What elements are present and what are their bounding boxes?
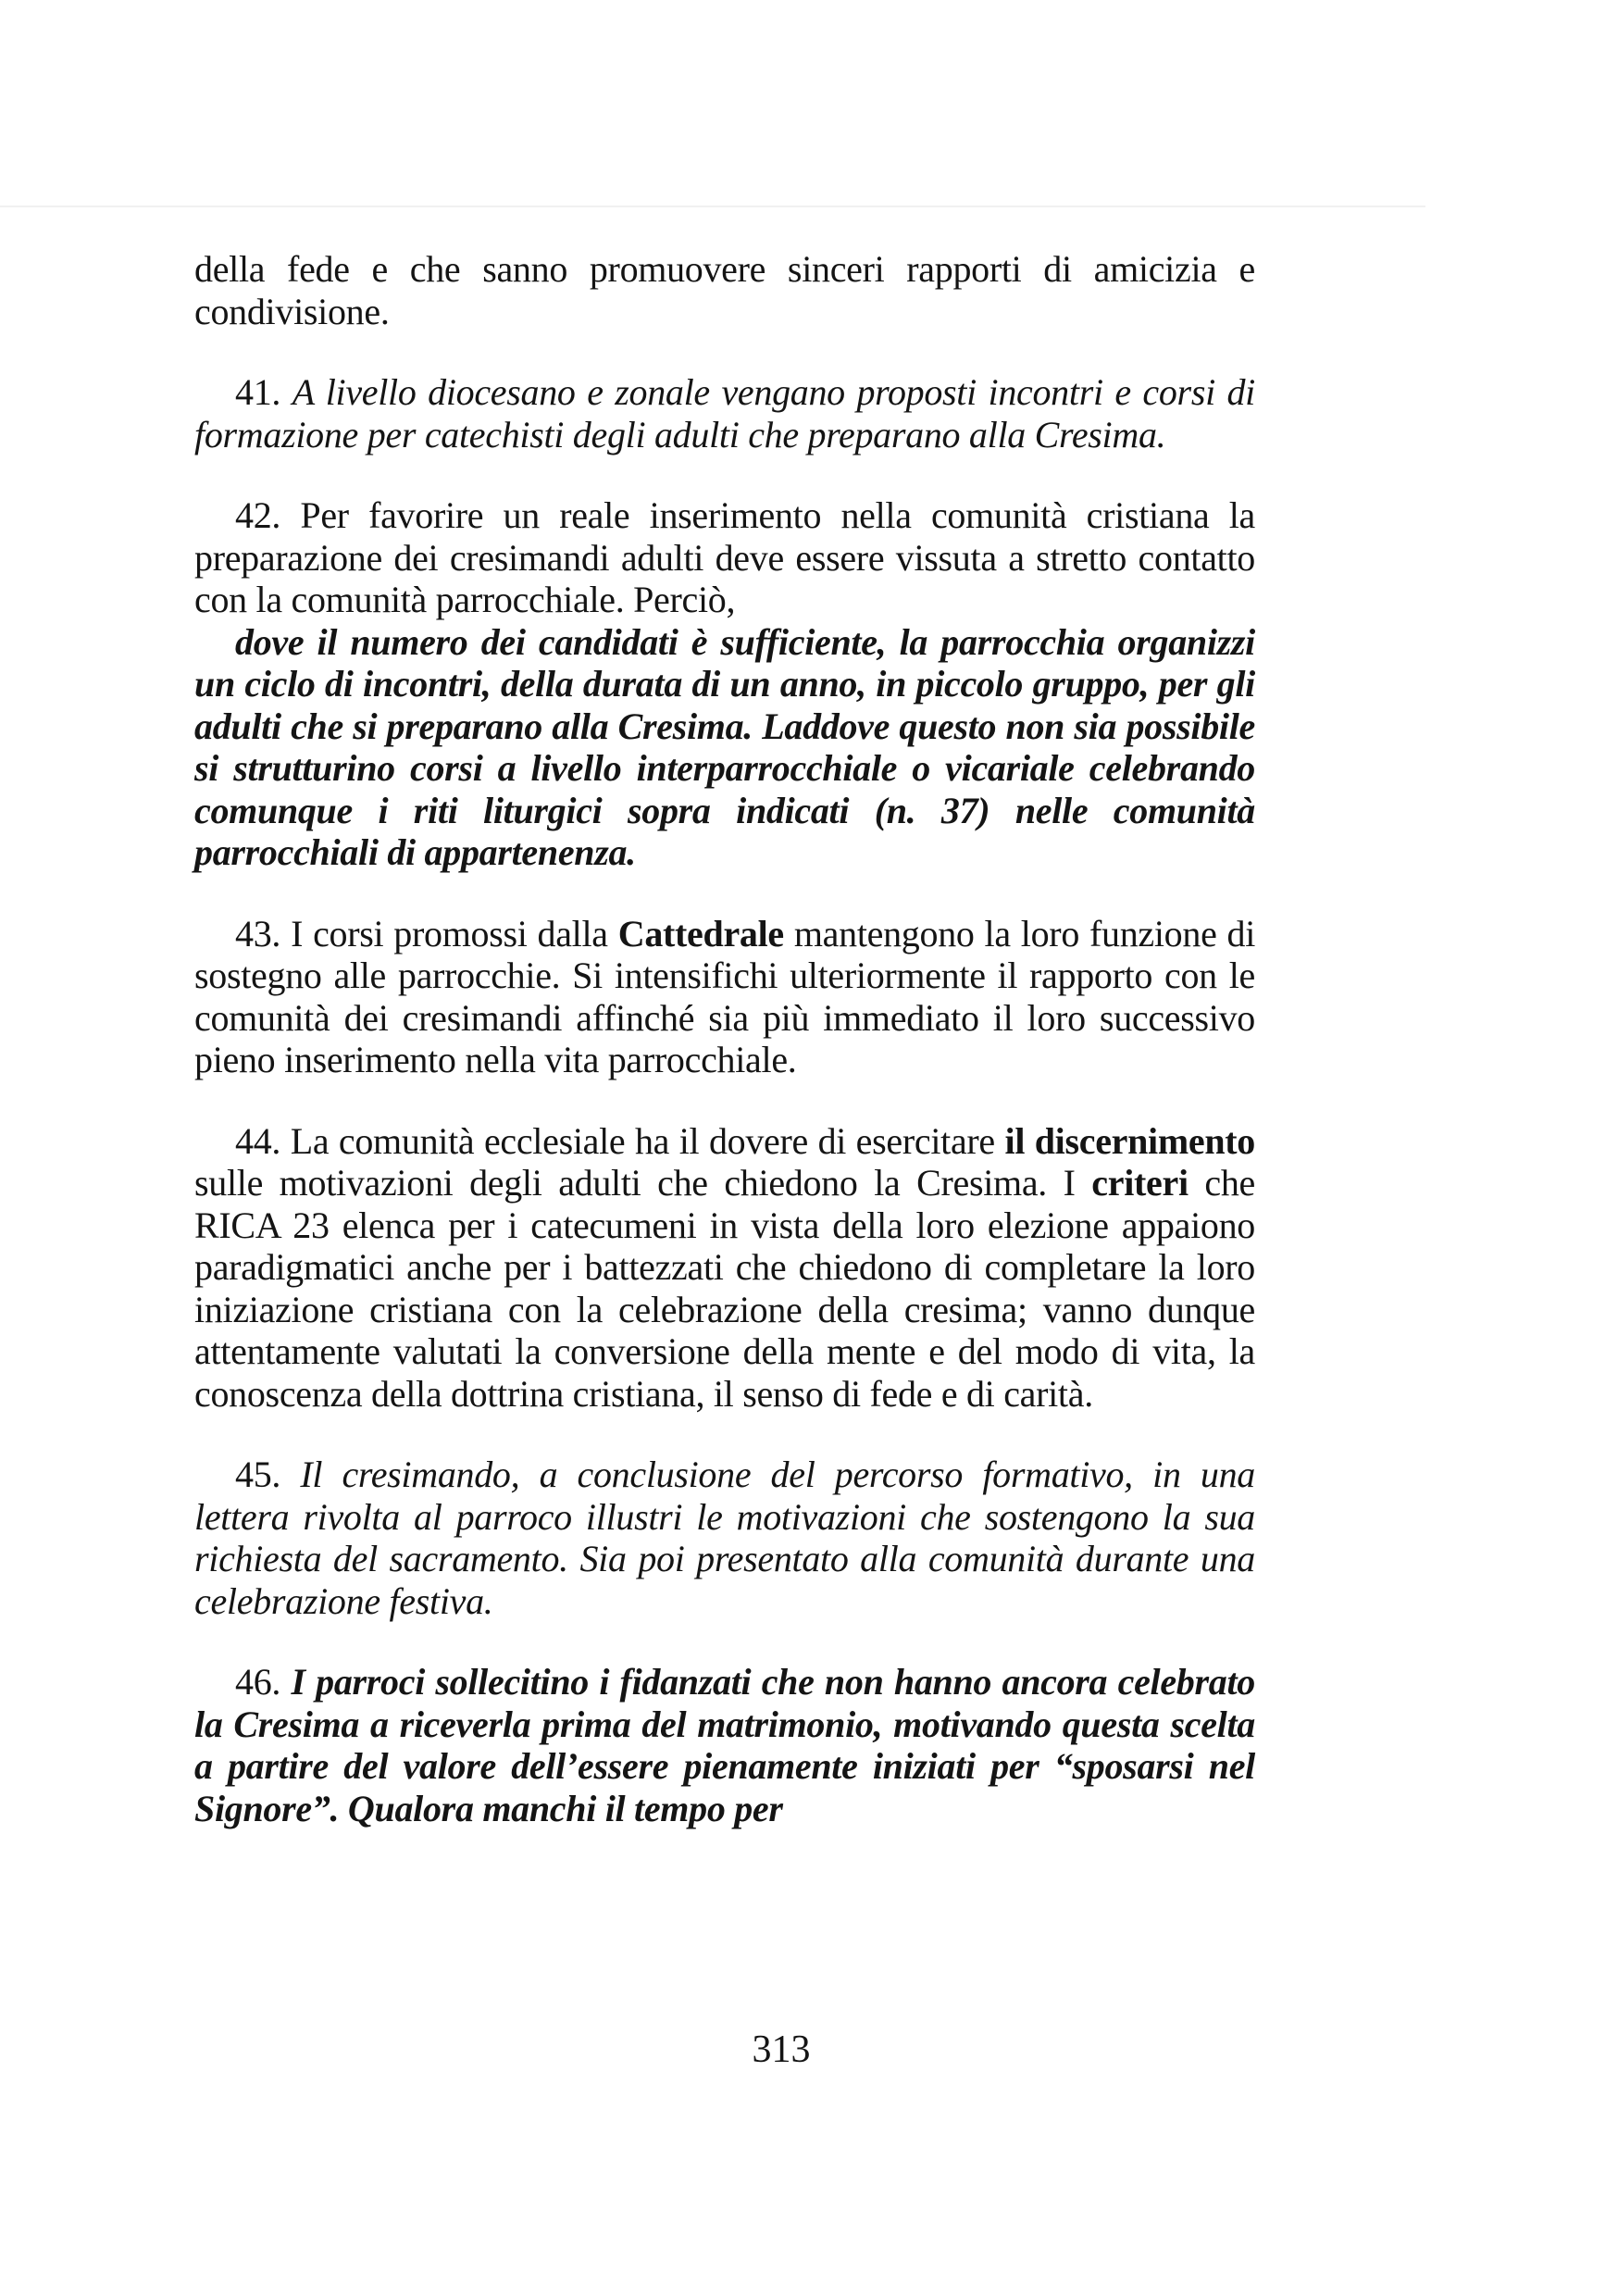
paragraph-number: 43. xyxy=(235,912,281,955)
paragraph-text-middle: sulle motivazioni degli adulti che chiedono la Cresima. I xyxy=(194,1162,1076,1204)
paragraph-text: Per favorire un reale inserimento nella comunità cristiana la preparazione dei cresimandi adulti deve essere vissuta a stretto contatto con la comunità parrocchiale. Perciò, xyxy=(194,494,1256,620)
paragraph-bold-term-criteri: criteri xyxy=(1091,1162,1189,1204)
paragraph-41 xyxy=(194,371,1255,455)
paragraph-number: 46. xyxy=(235,1661,281,1703)
paragraph-emphasis-text: dove il numero dei candidati è sufficiente, la parrocchia organizzi un ciclo di incontri, della durata di un anno, in piccolo gruppo, per gli adulti che si preparano alla Cresima. Laddove questo non sia possibile si strutturino corsi a livello interparrocchiale o vicariale celebrando comunque i riti liturgici sopra indicati (n. 37) nelle comunità parrocchiali di appartenenza. xyxy=(194,620,1255,873)
paragraph-42 xyxy=(194,494,1255,621)
paragraph-number: 41. xyxy=(235,371,281,413)
paragraph-text-after: mantengono la loro funzione di sostegno alle parrocchie. Si intensifichi ulteriormente il rapporto con le comunità dei cresimandi affinché sia più immediato il loro successivo pieno inserimento nella vita parrocchiale. xyxy=(194,912,1256,1080)
page-number-text: 313 xyxy=(752,2028,811,2071)
paragraph-43 xyxy=(194,913,1255,1081)
paragraph-bold-term: Cattedrale xyxy=(617,912,784,955)
paragraph-text: A livello diocesano e zonale vengano proposti incontri e corsi di formazione per catechisti degli adulti che preparano alla Cresima. xyxy=(194,371,1255,455)
paragraph-44 xyxy=(194,1120,1255,1416)
paragraph-number: 42. xyxy=(235,494,281,536)
paragraph-number: 45. xyxy=(235,1454,281,1495)
paragraph-number: 44. xyxy=(235,1119,281,1162)
paragraph-42-emphasis xyxy=(194,621,1255,874)
scan-edge-line xyxy=(0,206,1425,207)
paragraph-continuation xyxy=(194,248,1255,332)
paragraph-text: Il cresimando, a conclusione del percorso formativo, in una lettera rivolta al parroco illustri le motivazioni che sostengono la sua richiesta del sacramento. Sia poi presentato alla comunità durante una celebrazione festiva. xyxy=(194,1454,1256,1622)
paragraph-text: della fede e che sanno promuovere sinceri rapporti di amicizia e condivisione. xyxy=(194,248,1255,332)
paragraph-45 xyxy=(194,1454,1255,1622)
paragraph-text-before: La comunità ecclesiale ha il dovere di esercitare xyxy=(290,1119,995,1162)
page-number xyxy=(0,2028,1618,2072)
page-body xyxy=(194,248,1255,1868)
paragraph-text: I parroci sollecitino i fidanzati che non hanno ancora celebrato la Cresima a riceverla prima del matrimonio, motivando questa scelta a partire del valore dell’essere pienamente iniziati per “sposarsi nel Signore”. Qualora manchi il tempo per xyxy=(194,1661,1255,1829)
paragraph-text-after: che RICA 23 elenca per i catecumeni in vista della loro elezione appaiono paradigmatici anche per i battezzati che chiedono di completare la loro iniziazione cristiana con la celebrazione della cresima; vanno dunque attentamente valutati la conversione della mente e del modo di vita, la conoscenza della dottrina cristiana, il senso di fede e di carità. xyxy=(194,1162,1256,1415)
paragraph-text-before: I corsi promossi dalla xyxy=(291,912,608,955)
paragraph-bold-term-discernimento: il discernimento xyxy=(1004,1119,1256,1162)
paragraph-46 xyxy=(194,1661,1255,1829)
